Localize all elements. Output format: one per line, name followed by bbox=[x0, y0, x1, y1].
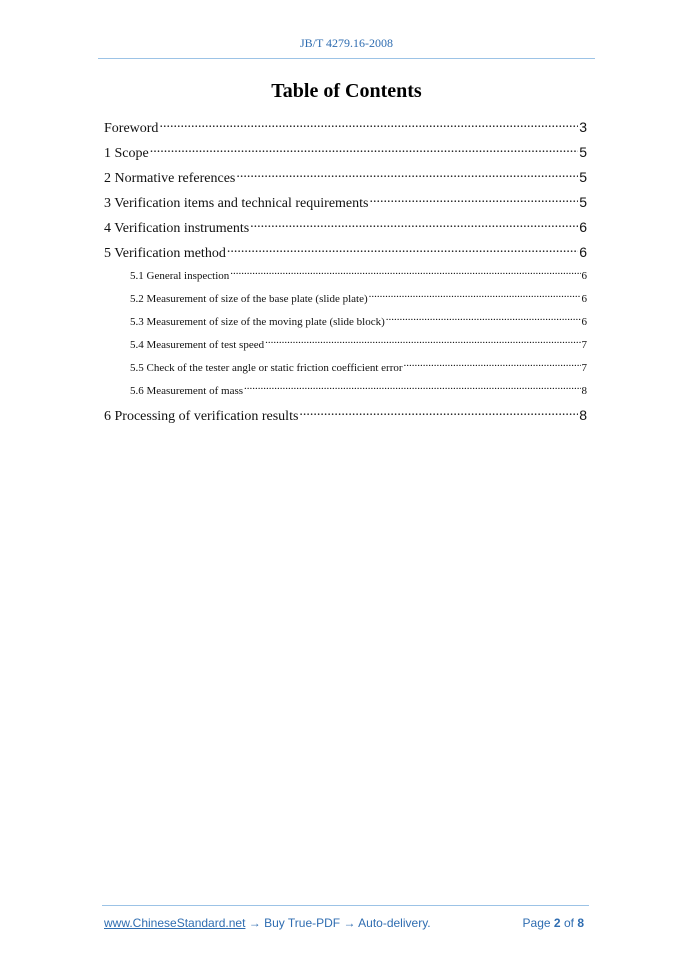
toc-entry-page: 5 bbox=[579, 144, 587, 160]
table-of-contents bbox=[104, 115, 587, 428]
document-header: JB/T 4279.16-2008 bbox=[299, 36, 394, 50]
toc-entry-label: 5.6 Measurement of mass bbox=[130, 385, 244, 397]
dot-leader bbox=[236, 168, 578, 182]
toc-entry-label: 3 Verification items and technical requirements bbox=[104, 196, 369, 211]
toc-entry-page: 5 bbox=[579, 169, 587, 185]
toc-entry-label: 2 Normative references bbox=[104, 171, 236, 186]
header-divider bbox=[98, 58, 595, 59]
toc-entry-page: 3 bbox=[579, 119, 587, 135]
arrow-right-icon: → bbox=[248, 916, 261, 930]
toc-entry-page: 7 bbox=[581, 339, 587, 351]
toc-entry-verification-instruments[interactable] bbox=[104, 215, 587, 240]
toc-entry-label: 1 Scope bbox=[104, 146, 149, 161]
dot-leader bbox=[404, 360, 581, 371]
page-total: 8 bbox=[577, 916, 584, 930]
dot-leader bbox=[159, 118, 578, 132]
dot-leader bbox=[244, 383, 580, 394]
toc-entry-processing-results[interactable] bbox=[104, 403, 587, 428]
toc-entry-scope[interactable] bbox=[104, 140, 587, 165]
dot-leader bbox=[265, 337, 580, 348]
toc-entry-angle-friction-check[interactable] bbox=[104, 357, 587, 380]
buy-text: Buy True-PDF bbox=[264, 916, 341, 930]
toc-entry-page: 6 bbox=[579, 219, 587, 235]
toc-entry-page: 6 bbox=[581, 293, 587, 305]
toc-entry-moving-plate-size[interactable] bbox=[104, 311, 587, 334]
toc-entry-label: Foreword bbox=[104, 121, 159, 136]
arrow-right-icon: → bbox=[343, 916, 356, 930]
toc-entry-general-inspection[interactable] bbox=[104, 265, 587, 288]
dot-leader bbox=[369, 291, 581, 302]
page-title: Table of Contents bbox=[271, 80, 422, 102]
toc-entry-base-plate-size[interactable] bbox=[104, 288, 587, 311]
toc-entry-label: 4 Verification instruments bbox=[104, 221, 250, 236]
dot-leader bbox=[369, 193, 578, 207]
page-number bbox=[523, 916, 584, 930]
dot-leader bbox=[386, 314, 581, 325]
toc-entry-page: 6 bbox=[579, 244, 587, 260]
toc-entry-foreword[interactable] bbox=[104, 115, 587, 140]
toc-entry-verification-method[interactable] bbox=[104, 240, 587, 265]
dot-leader bbox=[299, 406, 578, 420]
toc-entry-page: 6 bbox=[581, 316, 587, 328]
dot-leader bbox=[150, 143, 578, 157]
toc-entry-label: 5.1 General inspection bbox=[130, 270, 230, 282]
dot-leader bbox=[250, 218, 578, 232]
toc-entry-label: 5.4 Measurement of test speed bbox=[130, 339, 265, 351]
page-word: Page bbox=[522, 916, 551, 930]
toc-entry-label: 5.5 Check of the tester angle or static friction coefficient error bbox=[130, 362, 403, 374]
toc-entry-page: 7 bbox=[581, 362, 587, 374]
footer-divider bbox=[102, 905, 589, 906]
page-current: 2 bbox=[553, 916, 561, 930]
toc-entry-page: 8 bbox=[581, 385, 587, 397]
toc-entry-test-speed[interactable] bbox=[104, 334, 587, 357]
toc-entry-verification-items[interactable] bbox=[104, 190, 587, 215]
dot-leader bbox=[227, 243, 578, 257]
page-of: of bbox=[563, 916, 574, 930]
toc-entry-page: 5 bbox=[579, 194, 587, 210]
delivery-text: Auto-delivery. bbox=[358, 916, 431, 930]
toc-entry-label: 5 Verification method bbox=[104, 246, 226, 261]
footer-promo bbox=[104, 916, 431, 930]
toc-entry-label: 6 Processing of verification results bbox=[104, 409, 299, 424]
toc-entry-label: 5.2 Measurement of size of the base plate (slide plate) bbox=[130, 293, 368, 305]
toc-entry-normative-references[interactable] bbox=[104, 165, 587, 190]
toc-entry-page: 6 bbox=[581, 270, 587, 282]
toc-entry-page: 8 bbox=[579, 407, 587, 423]
dot-leader bbox=[230, 268, 580, 279]
toc-entry-label: 5.3 Measurement of size of the moving plate (slide block) bbox=[130, 316, 385, 328]
toc-entry-mass-measurement[interactable] bbox=[104, 380, 587, 403]
site-link[interactable]: www.ChineseStandard.net bbox=[104, 916, 246, 930]
